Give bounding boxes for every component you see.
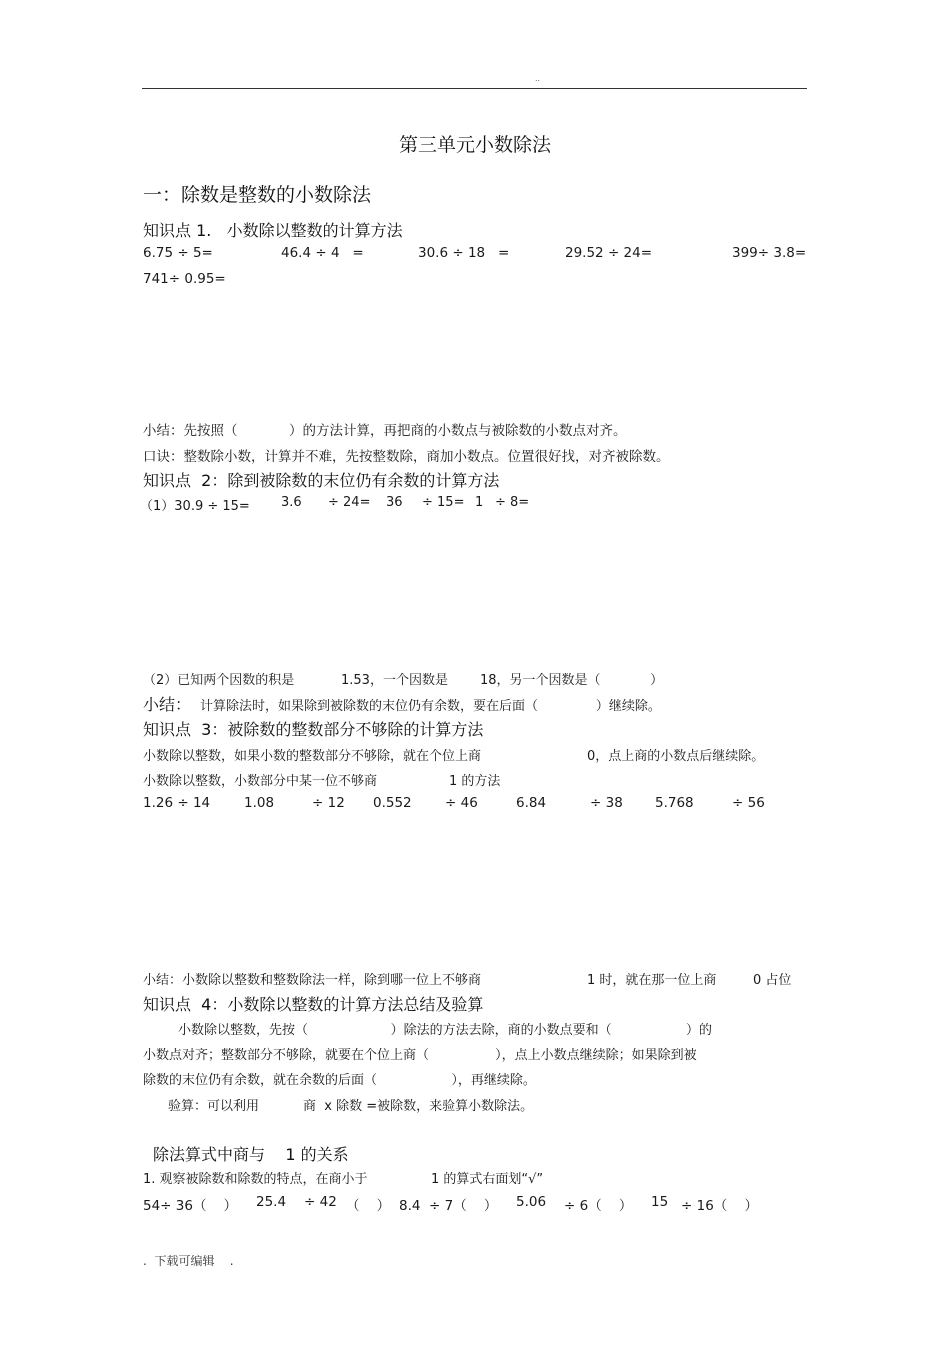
kp2-summary: 计算除法时，如果除到被除数的末位仍有余数，要在后面（ ）继续除。 [200, 699, 661, 714]
kp3-expr: ÷ 38 [590, 795, 623, 811]
kp2-heading: 知识点 2：除到被除数的末位仍有余数的计算方法 [143, 471, 500, 490]
kp1-summary: 小结：先按照（ ）的方法计算，再把商的小数点与被除数的小数点对齐。 [143, 423, 627, 439]
relation-expr: ÷ 16（ ） [681, 1198, 758, 1214]
kp3-expr: 0.552 [373, 795, 412, 811]
kp3-expr: ÷ 56 [732, 795, 765, 811]
kp3-expr: ÷ 46 [445, 795, 478, 811]
page-title: 第三单元小数除法 [398, 134, 551, 156]
kp4-check: 商 x 除数 =被除数，来验算小数除法。 [303, 1099, 534, 1114]
kp2-expr: 1 [475, 495, 484, 510]
section1-heading: 一：除数是整数的小数除法 [143, 184, 372, 206]
relation-expr: （ ） [346, 1198, 391, 1214]
kp2-expr: ÷ 15= [422, 495, 465, 510]
kp4-paragraph: 除数的末位仍有余数，就在余数的后面（ ），再继续除。 [143, 1073, 536, 1088]
footer-note: . 下载可编辑 . [143, 1254, 234, 1268]
header-rule [142, 88, 807, 89]
kp3-expr: 1.08 [244, 795, 275, 811]
kp3-summary: 1 时，就在那一位上商 [587, 973, 717, 988]
kp3-summary: 小结：小数除以整数和整数除法一样，除到哪一位上不够商 [143, 973, 482, 988]
kp2-expr: （1）30.9 ÷ 15= [140, 499, 250, 514]
kp3-heading: 知识点 3：被除数的整数部分不够除的计算方法 [143, 720, 484, 739]
kp1-expr: 399÷ 3.8= [732, 245, 807, 261]
kp3-summary: 0 占位 [753, 973, 792, 988]
kp1-mnemonic: 口诀：整数除小数，计算并不难，先按整数除，商加小数点。位置很好找，对齐被除数。 [143, 449, 670, 465]
kp1-expr: 6.75 ÷ 5= [143, 245, 213, 261]
kp1-expr: 29.52 ÷ 24= [565, 245, 653, 261]
relation-heading: 除法算式中商与 1 的关系 [153, 1145, 349, 1164]
kp2-expr: 36 [386, 495, 403, 510]
kp4-paragraph: 小数除以整数，先按（ ）除法的方法去除，商的小数点要和（ ）的 [178, 1023, 713, 1038]
kp3-text: 1 的方法 [449, 774, 501, 789]
kp4-heading: 知识点 4：小数除以整数的计算方法总结及验算 [143, 995, 484, 1014]
relation-question: 1. 观察被除数和除数的特点，在商小于 [143, 1172, 368, 1187]
kp2-summary-label: 小结： [143, 695, 192, 714]
kp1-expr: 741÷ 0.95= [143, 271, 226, 287]
kp1-expr: 46.4 ÷ 4 = [281, 245, 364, 261]
kp4-paragraph: 小数点对齐；整数部分不够除，就要在个位上商（ ），点上小数点继续除；如果除到被 [143, 1048, 697, 1063]
relation-expr: 15 [651, 1194, 669, 1210]
kp2-question2: 1.53，一个因数是 [341, 673, 448, 688]
kp4-check: 验算：可以利用 [168, 1099, 260, 1114]
relation-expr: 8.4 ÷ 7（ ） [399, 1198, 498, 1214]
relation-expr: 5.06 [516, 1194, 547, 1210]
kp3-text: 小数除以整数，如果小数的整数部分不够除，就在个位上商 [143, 749, 482, 764]
relation-expr: ÷ 6（ ） [564, 1198, 633, 1214]
kp3-expr: ÷ 12 [312, 795, 345, 811]
kp2-question2: （2）已知两个因数的积是 [143, 673, 295, 688]
kp2-expr: 3.6 [281, 495, 302, 510]
kp2-question2: 18，另一个因数是（ ） [480, 673, 664, 688]
kp2-expr: ÷ 24= [328, 495, 371, 510]
relation-expr: ÷ 42 [304, 1194, 337, 1210]
relation-expr: 25.4 [256, 1194, 287, 1210]
kp3-text: 0，点上商的小数点后继续除。 [587, 749, 765, 764]
kp3-expr: 6.84 [516, 795, 547, 811]
kp3-expr: 5.768 [655, 795, 694, 811]
kp3-expr: 1.26 ÷ 14 [143, 795, 211, 811]
header-marks: .. [535, 74, 541, 83]
kp1-expr: 30.6 ÷ 18 = [418, 245, 510, 261]
kp2-expr: ÷ 8= [495, 495, 530, 510]
kp3-text: 小数除以整数，小数部分中某一位不够商 [143, 774, 378, 789]
relation-expr: 54÷ 36（ ） [143, 1198, 238, 1214]
relation-question: 1 的算式右面划“√” [431, 1172, 544, 1187]
kp1-heading: 知识点 1. 小数除以整数的计算方法 [143, 221, 403, 240]
